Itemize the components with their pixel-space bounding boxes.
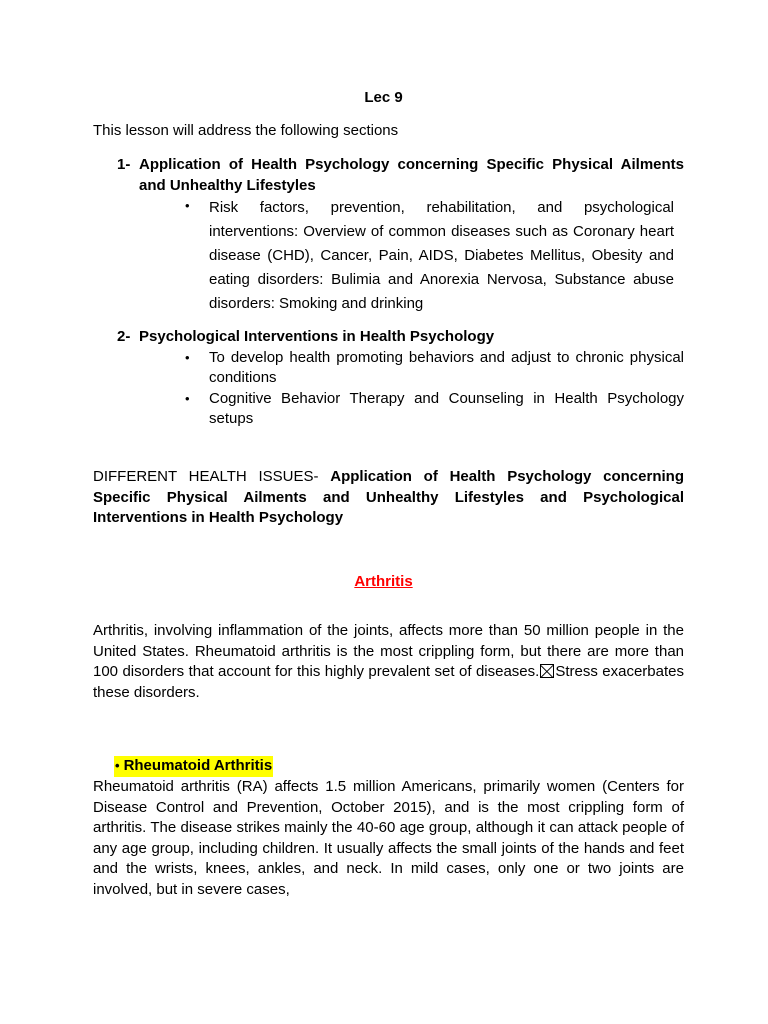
bullet-icon: • <box>185 198 190 213</box>
different-bold-text: Application of Health Psychology concerning Specific Physical Ailments and Unhealthy Lifestyles and Psychological Interventions in Health Psychology <box>93 468 684 526</box>
different-prefix: DIFFERENT HEALTH ISSUES- <box>93 468 331 485</box>
missing-glyph-icon <box>540 664 554 678</box>
ra-heading-text: Rheumatoid Arthritis <box>123 757 273 774</box>
bullet-list <box>93 196 684 316</box>
bullet-icon: • <box>185 349 190 365</box>
section-heading-text: Application of Health Psychology concerning Specific Physical Ailments and Unhealthy Lifestyles <box>139 156 684 194</box>
list-item <box>185 196 684 316</box>
section-1 <box>93 155 684 316</box>
section-2 <box>93 327 684 430</box>
section-heading <box>93 327 684 348</box>
section-number: 2- <box>117 328 131 345</box>
list-item-text: To develop health promoting behaviors and adjust to chronic physical conditions <box>209 348 684 386</box>
section-heading <box>93 155 684 196</box>
bullet-list <box>93 348 684 430</box>
section-number: 1- <box>117 156 131 173</box>
list-item <box>185 348 684 389</box>
rheumatoid-arthritis-heading <box>114 756 273 777</box>
rheumatoid-arthritis-paragraph: Rheumatoid arthritis (RA) affects 1.5 million Americans, primarily women (Centers for Disease Control and Prevention, October 2015), and is the most crippling form of arthritis. The disease strikes mainly the 40-60 age group, although it can attack people of any age group, including children. It usually affects the small joints of the hands and feet and the wrists, knees, ankles, and neck. In mild cases, only one or two joints are involved, but in severe cases, <box>93 778 684 898</box>
lecture-title: Lec 9 <box>364 89 403 106</box>
arthritis-text-b: Stress exacerbates these disorders. <box>93 663 684 701</box>
list-item-text: Cognitive Behavior Therapy and Counseling in Health Psychology setups <box>209 389 684 427</box>
list-item-text: Risk factors, prevention, rehabilitation, and psychological interventions: Overview of common diseases such as Coronary heart disease (CHD), Cancer, Pain, AIDS, Diabetes Mellitus, Obesity and eating disorders: Bulimia and Anorexia Nervosa, Substance abuse disorders: Smoking and drinking <box>209 199 674 312</box>
intro-text: This lesson will address the following sections <box>93 122 399 139</box>
different-health-issues-paragraph <box>93 467 684 529</box>
list-item <box>185 389 684 430</box>
arthritis-heading: Arthritis <box>354 573 413 590</box>
arthritis-text-a: Arthritis, involving inflammation of the joints, affects more than 50 million people in the United States. Rheumatoid arthritis is the most crippling form, but there are more than 100 disorders that account for this highly prevalent set of diseases. <box>93 622 684 680</box>
section-heading-text: Psychological Interventions in Health Psychology <box>139 328 495 345</box>
arthritis-paragraph <box>93 621 684 703</box>
bullet-icon: • <box>115 758 120 773</box>
bullet-icon: • <box>185 390 190 406</box>
